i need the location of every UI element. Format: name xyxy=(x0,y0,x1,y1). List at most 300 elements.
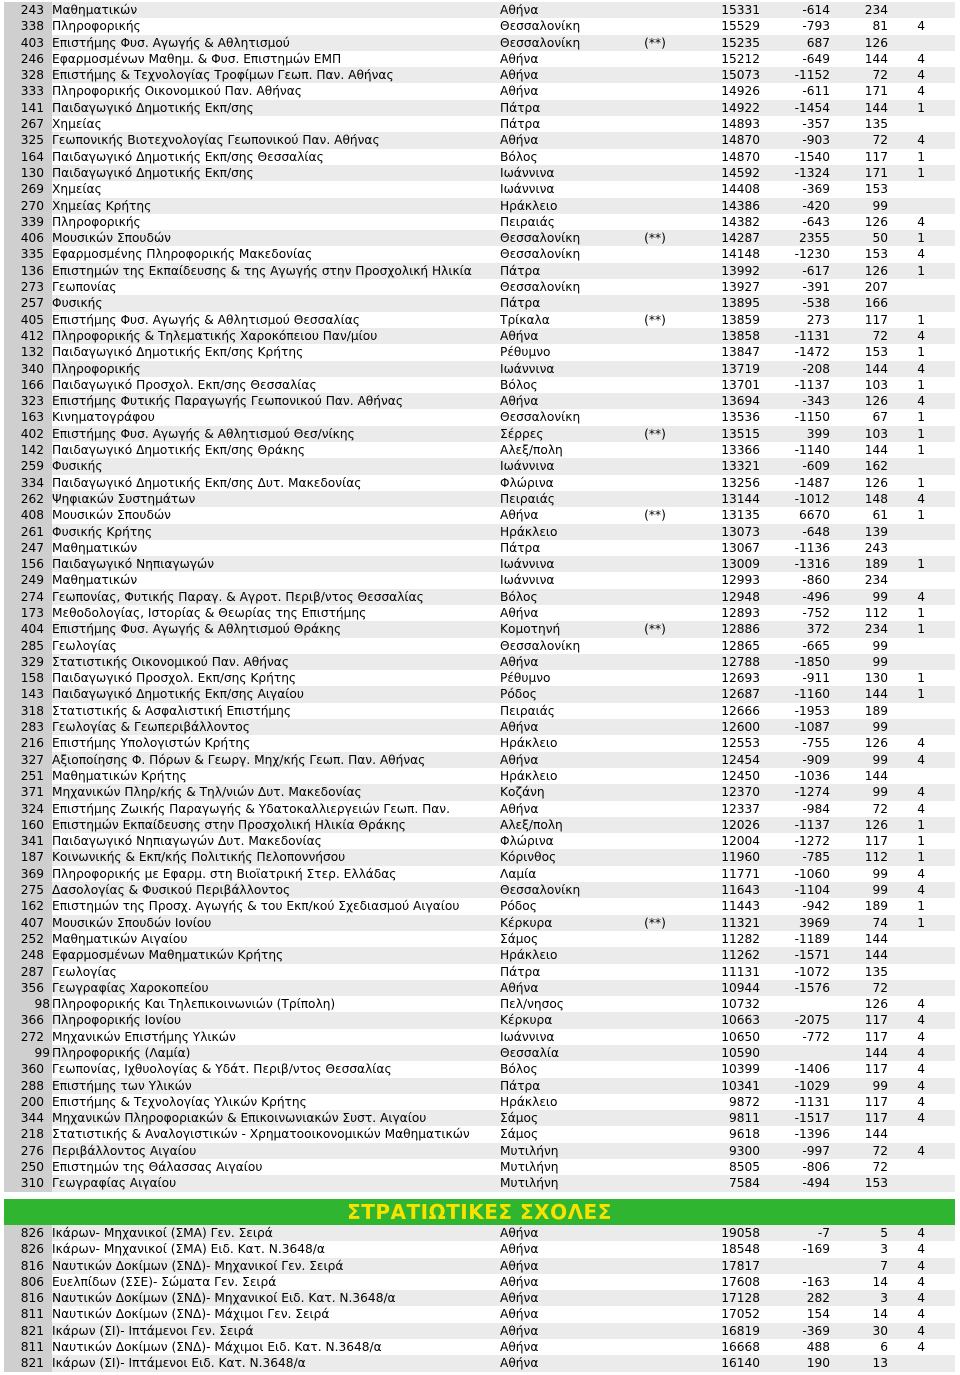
score-change: -1152 xyxy=(794,68,830,83)
field-group: 4 xyxy=(917,736,925,751)
city: Πειραιάς xyxy=(500,214,555,229)
city: Πελ/νησος xyxy=(500,997,564,1012)
field-group: 4 xyxy=(917,752,925,767)
score-change: -1953 xyxy=(794,703,830,718)
dept-code: 248 xyxy=(4,947,52,963)
base-score: 13073 xyxy=(721,524,760,539)
positions: 81 xyxy=(872,19,888,34)
table-row xyxy=(4,165,955,181)
table-row xyxy=(4,67,955,83)
city: Αλεξ/πολη xyxy=(500,443,563,458)
dept-code: 339 xyxy=(4,214,52,230)
city: Σάμος xyxy=(500,1111,539,1126)
special-mark xyxy=(620,279,690,295)
field-group: 1 xyxy=(917,899,925,914)
special-mark xyxy=(620,393,690,409)
table-row xyxy=(4,35,955,51)
dept-code: 310 xyxy=(4,1175,52,1191)
city: Ηράκλειο xyxy=(500,1094,558,1109)
special-mark xyxy=(620,1012,690,1028)
score-change: 282 xyxy=(806,1291,830,1306)
score-change xyxy=(760,1045,830,1061)
dept-name: Ναυτικών Δοκίμων (ΣΝΔ)- Μάχιμοι Ειδ. Κατ. Ν.3648/α xyxy=(52,1340,382,1355)
dept-code: 272 xyxy=(4,1029,52,1045)
field-group xyxy=(888,540,927,556)
dept-name: Πληροφορικής xyxy=(52,361,141,376)
city: Αθήνα xyxy=(500,133,539,148)
special-mark xyxy=(620,344,690,360)
dept-name: Μηχανικών Πληροφοριακών & Επικοινωνιακών Συστ. Αιγαίου xyxy=(52,1111,427,1126)
positions: 99 xyxy=(872,866,888,881)
field-group: 1 xyxy=(917,345,925,360)
score-change: -984 xyxy=(802,801,830,816)
special-mark xyxy=(620,1045,690,1061)
city: Θεσσαλονίκη xyxy=(500,410,581,425)
city: Αθήνα xyxy=(500,1356,539,1371)
table-row xyxy=(4,507,955,523)
dept-name: Ναυτικών Δοκίμων (ΣΝΔ)- Μάχιμοι Γεν. Σειρά xyxy=(52,1307,330,1322)
table-row xyxy=(4,1110,955,1126)
field-group: 4 xyxy=(917,1062,925,1077)
city: Ρόδος xyxy=(500,687,537,702)
table-row xyxy=(4,996,955,1012)
field-group: 1 xyxy=(917,443,925,458)
dept-name: Επιστήμης Υπολογιστών Κρήτης xyxy=(52,736,251,751)
base-score: 12948 xyxy=(721,589,760,604)
city: Αθήνα xyxy=(500,980,539,995)
special-mark xyxy=(620,328,690,344)
positions: 72 xyxy=(872,133,888,148)
field-group: 4 xyxy=(917,1274,925,1289)
city: Ιωάννινα xyxy=(500,573,555,588)
score-change: -1517 xyxy=(794,1111,830,1126)
section-title: ΣΤΡΑΤΙΩΤΙΚΕΣ ΣΧΟΛΕΣ xyxy=(4,1199,955,1225)
special-mark xyxy=(620,654,690,670)
table-row xyxy=(4,377,955,393)
city: Τρίκαλα xyxy=(500,312,550,327)
base-score: 14893 xyxy=(721,117,760,132)
score-change: -369 xyxy=(802,1323,830,1338)
table-row xyxy=(4,295,955,311)
dept-name: Επιστημών Εκπαίδευσης στην Προσχολική Ηλικία Θράκης xyxy=(52,817,406,832)
positions: 7 xyxy=(880,1258,888,1273)
base-score: 17817 xyxy=(721,1258,760,1273)
dept-code: 246 xyxy=(4,51,52,67)
city: Ηράκλειο xyxy=(500,948,558,963)
base-score: 9811 xyxy=(728,1111,760,1126)
base-score: 8505 xyxy=(728,1160,760,1175)
special-mark xyxy=(620,898,690,914)
positions: 126 xyxy=(864,997,888,1012)
positions: 126 xyxy=(864,475,888,490)
special-mark: (**) xyxy=(644,426,666,441)
special-mark xyxy=(620,116,690,132)
city: Πάτρα xyxy=(500,540,541,555)
positions: 117 xyxy=(864,149,888,164)
table-row xyxy=(4,1061,955,1077)
table-row xyxy=(4,214,955,230)
dept-code: 329 xyxy=(4,654,52,670)
base-score: 12553 xyxy=(721,736,760,751)
positions: 103 xyxy=(864,377,888,392)
positions: 5 xyxy=(880,1226,888,1240)
score-change: -752 xyxy=(802,605,830,620)
positions: 126 xyxy=(864,736,888,751)
base-score: 11960 xyxy=(721,850,760,865)
base-score: 13135 xyxy=(721,508,760,523)
field-group xyxy=(888,931,927,947)
positions: 117 xyxy=(864,834,888,849)
dept-code: 406 xyxy=(4,230,52,246)
field-group xyxy=(888,1126,927,1142)
dept-name: Κινηματογράφου xyxy=(52,410,155,425)
base-score: 17052 xyxy=(721,1307,760,1322)
table-row xyxy=(4,817,955,833)
dept-name: Κοινωνικής & Εκπ/κής Πολιτικής Πελοποννήσου xyxy=(52,850,346,865)
positions: 117 xyxy=(864,1094,888,1109)
dept-name: Παιδαγωγικό Δημοτικής Εκπ/σης xyxy=(52,100,254,115)
score-change: -909 xyxy=(802,752,830,767)
dept-name: Επιστήμης Φυτικής Παραγωγής Γεωπονικού Παν. Αθήνας xyxy=(52,394,403,409)
dept-name: Παιδαγωγικό Δημοτικής Εκπ/σης Κρήτης xyxy=(52,345,304,360)
field-group: 4 xyxy=(917,247,925,262)
special-mark xyxy=(620,132,690,148)
score-change: -1324 xyxy=(794,165,830,180)
table-row xyxy=(4,524,955,540)
special-mark xyxy=(620,475,690,491)
dept-code: 338 xyxy=(4,18,52,34)
city: Μυτιλήνη xyxy=(500,1160,559,1175)
city: Πειραιάς xyxy=(500,491,555,506)
dept-name: Γεωπονίας, Ιχθυολογίας & Υδάτ. Περιβ/ντος Θεσσαλίας xyxy=(52,1062,392,1077)
base-score: 11131 xyxy=(721,964,760,979)
base-score: 15212 xyxy=(721,51,760,66)
dept-name: Επιστήμης Ζωικής Παραγωγής & Υδατοκαλλιεργειών Γεωπ. Παν. xyxy=(52,801,450,816)
table-row xyxy=(4,83,955,99)
dept-code: 257 xyxy=(4,295,52,311)
dept-code: 173 xyxy=(4,605,52,621)
base-score: 12666 xyxy=(721,703,760,718)
table-row xyxy=(4,540,955,556)
dept-name: Γεωλογίας & Γεωπεριβάλλοντος xyxy=(52,720,250,735)
city: Αθήνα xyxy=(500,1258,539,1273)
city: Βόλος xyxy=(500,377,538,392)
positions: 144 xyxy=(864,1046,888,1060)
base-score: 11643 xyxy=(721,883,760,898)
positions: 243 xyxy=(864,540,888,555)
dept-code: 816 xyxy=(4,1290,52,1306)
score-change: -1540 xyxy=(794,149,830,164)
dept-code: 341 xyxy=(4,833,52,849)
positions: 99 xyxy=(872,883,888,898)
positions: 144 xyxy=(864,443,888,458)
dept-code: 270 xyxy=(4,198,52,214)
positions: 72 xyxy=(872,68,888,83)
base-score: 13992 xyxy=(721,263,760,278)
base-score: 12693 xyxy=(721,671,760,686)
score-change: -1472 xyxy=(794,345,830,360)
special-mark xyxy=(620,947,690,963)
field-group xyxy=(888,572,927,588)
field-group: 4 xyxy=(917,1078,925,1093)
dept-code: 200 xyxy=(4,1094,52,1110)
city: Αθήνα xyxy=(500,605,539,620)
positions: 135 xyxy=(864,117,888,132)
city: Θεσσαλονίκη xyxy=(500,638,581,653)
city: Θεσσαλονίκη xyxy=(500,280,581,295)
table-row xyxy=(4,670,955,686)
base-score: 11282 xyxy=(721,931,760,946)
table-row xyxy=(4,132,955,148)
score-change: 2355 xyxy=(798,231,830,246)
field-group: 1 xyxy=(917,475,925,490)
city: Πειραιάς xyxy=(500,703,555,718)
city: Λαμία xyxy=(500,866,537,881)
score-change: -614 xyxy=(802,3,830,17)
positions: 117 xyxy=(864,1029,888,1044)
table-row xyxy=(4,947,955,963)
dept-name: Ικάρων- Μηχανικοί (ΣΜΑ) Ειδ. Κατ. Ν.3648/α xyxy=(52,1242,325,1257)
dept-name: Παιδαγωγικό Προσχολ. Εκπ/σης Κρήτης xyxy=(52,671,297,686)
field-group: 4 xyxy=(917,51,925,66)
special-mark xyxy=(620,67,690,83)
score-change: -617 xyxy=(802,263,830,278)
dept-code: 250 xyxy=(4,1159,52,1175)
positions: 74 xyxy=(872,915,888,930)
city: Αθήνα xyxy=(500,84,539,99)
positions: 144 xyxy=(864,948,888,963)
field-group xyxy=(888,35,927,51)
positions: 72 xyxy=(872,328,888,343)
field-group: 4 xyxy=(917,1258,925,1273)
score-change: -357 xyxy=(802,117,830,132)
base-score: 14870 xyxy=(721,133,760,148)
table-row xyxy=(4,1143,955,1159)
positions: 99 xyxy=(872,198,888,213)
score-change: -1272 xyxy=(794,834,830,849)
dept-name: Παιδαγωγικό Δημοτικής Εκπ/σης Θράκης xyxy=(52,443,305,458)
city: Ιωάννινα xyxy=(500,1029,555,1044)
score-change: -1012 xyxy=(794,491,830,506)
dept-name: Μουσικών Σπουδών Ιονίου xyxy=(52,915,212,930)
dept-name: Ναυτικών Δοκίμων (ΣΝΔ)- Μηχανικοί Ειδ. Κατ. Ν.3648/α xyxy=(52,1291,396,1306)
table-row xyxy=(4,1029,955,1045)
field-group xyxy=(888,980,927,996)
positions: 99 xyxy=(872,785,888,800)
table-row xyxy=(4,1012,955,1028)
special-mark xyxy=(620,1126,690,1142)
field-group: 1 xyxy=(917,817,925,832)
score-change: -772 xyxy=(802,1029,830,1044)
dept-code: 261 xyxy=(4,524,52,540)
dept-name: Πληροφορικής Ιονίου xyxy=(52,1013,182,1028)
city: Ηράκλειο xyxy=(500,768,558,783)
positions: 144 xyxy=(864,687,888,702)
city: Θεσσαλία xyxy=(500,1046,560,1060)
base-score: 13859 xyxy=(721,312,760,327)
dept-code: 136 xyxy=(4,263,52,279)
dept-code: 163 xyxy=(4,409,52,425)
city: Φλώρινα xyxy=(500,475,554,490)
dept-code: 334 xyxy=(4,475,52,491)
dept-code: 325 xyxy=(4,132,52,148)
positions: 126 xyxy=(864,394,888,409)
special-mark xyxy=(620,458,690,474)
table-row xyxy=(4,784,955,800)
city: Ιωάννινα xyxy=(500,361,555,376)
dept-code: 99 xyxy=(4,1045,52,1061)
dept-name: Παιδαγωγικό Δημοτικής Εκπ/σης Δυτ. Μακεδονίας xyxy=(52,475,362,490)
positions: 234 xyxy=(864,3,888,17)
city: Ιωάννινα xyxy=(500,557,555,572)
dept-name: Χημείας xyxy=(52,117,102,132)
table-row xyxy=(4,100,955,116)
table-row xyxy=(4,263,955,279)
positions: 144 xyxy=(864,1127,888,1142)
dept-code: 251 xyxy=(4,768,52,784)
score-change: -1160 xyxy=(794,687,830,702)
score-change: 488 xyxy=(806,1340,830,1355)
field-group: 1 xyxy=(917,263,925,278)
table-row xyxy=(4,719,955,735)
field-group xyxy=(888,768,927,784)
score-change: -793 xyxy=(802,19,830,34)
dept-code: 407 xyxy=(4,915,52,931)
city: Θεσσαλονίκη xyxy=(500,19,581,34)
special-mark xyxy=(620,377,690,393)
field-group: 1 xyxy=(917,149,925,164)
special-mark xyxy=(620,735,690,751)
field-group: 1 xyxy=(917,915,925,930)
city: Κοζάνη xyxy=(500,785,545,800)
score-change: -860 xyxy=(802,573,830,588)
score-change: -665 xyxy=(802,638,830,653)
field-group xyxy=(888,654,927,670)
score-change: -208 xyxy=(802,361,830,376)
field-group: 4 xyxy=(917,1242,925,1257)
table-row xyxy=(4,964,955,980)
dept-name: Μηχανικών Πληρ/κής & Τηλ/νιών Δυτ. Μακεδονίας xyxy=(52,785,362,800)
base-score: 13009 xyxy=(721,557,760,572)
score-change: -942 xyxy=(802,899,830,914)
positions: 99 xyxy=(872,1078,888,1093)
field-group xyxy=(888,947,927,963)
dept-name: Εφαρμοσμένων Μαθηματικών Κρήτης xyxy=(52,948,284,963)
dept-name: Παιδαγωγικό Δημοτικής Εκπ/σης xyxy=(52,165,254,180)
dept-name: Πληροφορικής xyxy=(52,19,141,34)
special-mark xyxy=(620,817,690,833)
dept-name: Χημείας xyxy=(52,182,102,197)
dept-name: Μαθηματικών xyxy=(52,540,138,555)
city: Πάτρα xyxy=(500,296,541,311)
table-row xyxy=(4,1175,955,1191)
special-mark xyxy=(620,1110,690,1126)
special-mark xyxy=(620,1159,690,1175)
positions: 207 xyxy=(864,280,888,295)
dept-name: Μαθηματικών Κρήτης xyxy=(52,768,187,783)
positions: 153 xyxy=(864,182,888,197)
base-score: 11321 xyxy=(721,915,760,930)
dept-name: Φυσικής xyxy=(52,296,103,311)
base-score: 7584 xyxy=(728,1176,760,1191)
table-row xyxy=(4,1339,955,1355)
positions: 3 xyxy=(880,1291,888,1306)
dept-code: 403 xyxy=(4,35,52,51)
field-group xyxy=(888,524,927,540)
city: Μυτιλήνη xyxy=(500,1176,559,1191)
positions: 117 xyxy=(864,1062,888,1077)
positions: 99 xyxy=(872,654,888,669)
dept-name: Επιστήμης Φυσ. Αγωγής & Αθλητισμού xyxy=(52,35,290,50)
score-change: -1576 xyxy=(794,980,830,995)
table-row xyxy=(4,882,955,898)
dept-name: Μηχανικών Επιστήμης Υλικών xyxy=(52,1029,236,1044)
positions: 117 xyxy=(864,312,888,327)
field-group xyxy=(888,198,927,214)
dept-name: Επιστήμης & Τεχνολογίας Τροφίμων Γεωπ. Παν. Αθήνας xyxy=(52,68,394,83)
dept-name: Φυσικής Κρήτης xyxy=(52,524,153,539)
base-score: 16140 xyxy=(721,1356,760,1371)
field-group: 1 xyxy=(917,605,925,620)
dept-code: 356 xyxy=(4,980,52,996)
dept-code: 811 xyxy=(4,1339,52,1355)
field-group: 4 xyxy=(917,68,925,83)
score-change: -643 xyxy=(802,214,830,229)
dept-code: 273 xyxy=(4,279,52,295)
field-group: 1 xyxy=(917,671,925,686)
score-change: -538 xyxy=(802,296,830,311)
score-change xyxy=(760,1258,830,1274)
positions: 72 xyxy=(872,1160,888,1175)
score-change: -391 xyxy=(802,280,830,295)
dept-name: Γεωγραφίας Χαροκοπείου xyxy=(52,980,209,995)
table-row xyxy=(4,654,955,670)
dept-code: 142 xyxy=(4,442,52,458)
dept-name: Εφαρμοσμένης Πληροφορικής Μακεδονίας xyxy=(52,247,313,262)
dept-name: Μαθηματικών Αιγαίου xyxy=(52,931,188,946)
dept-code: 158 xyxy=(4,670,52,686)
base-score: 11262 xyxy=(721,948,760,963)
dept-name: Στατιστικής & Αναλογιστικών - Χρηματοοικονομικών Μαθηματικών xyxy=(52,1127,470,1142)
base-score: 15529 xyxy=(721,19,760,34)
positions: 13 xyxy=(872,1356,888,1371)
positions: 162 xyxy=(864,459,888,474)
special-mark xyxy=(620,1078,690,1094)
field-group: 4 xyxy=(917,1013,925,1028)
city: Αθήνα xyxy=(500,1340,539,1355)
field-group: 4 xyxy=(917,1094,925,1109)
city: Σέρρες xyxy=(500,426,544,441)
base-score: 12687 xyxy=(721,687,760,702)
table-row xyxy=(4,51,955,67)
table-row xyxy=(4,1159,955,1175)
base-score: 14592 xyxy=(721,165,760,180)
special-mark xyxy=(620,1143,690,1159)
table-row xyxy=(4,1323,955,1339)
dept-code: 143 xyxy=(4,686,52,702)
table-row xyxy=(4,198,955,214)
base-score: 13366 xyxy=(721,443,760,458)
base-score: 10944 xyxy=(721,980,760,995)
field-group: 1 xyxy=(917,165,925,180)
table-row xyxy=(4,279,955,295)
field-group: 4 xyxy=(917,328,925,343)
dept-code: 247 xyxy=(4,540,52,556)
special-mark: (**) xyxy=(644,915,666,930)
score-change: -1274 xyxy=(794,785,830,800)
field-group: 4 xyxy=(917,589,925,604)
base-score: 13694 xyxy=(721,394,760,409)
